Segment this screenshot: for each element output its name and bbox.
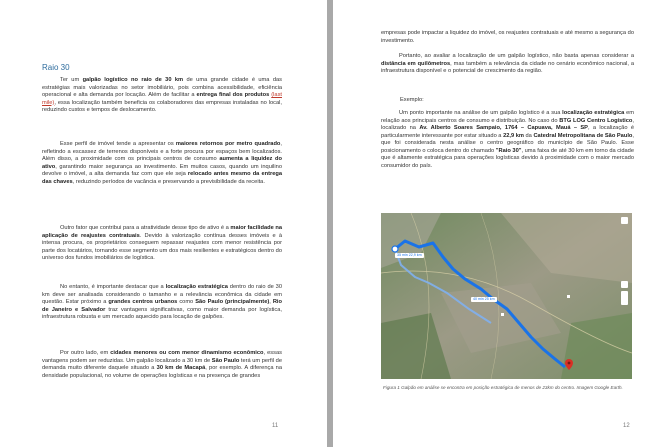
zoom-controls[interactable] bbox=[621, 291, 628, 305]
fullscreen-icon[interactable] bbox=[621, 217, 628, 224]
paragraph-continued: empresas pode impactar a liquidez do imóvel, os reajustes contratuais e até mesmo a segurança do investimento. bbox=[381, 30, 634, 44]
route-time-label-middle: 40 min 25 km bbox=[473, 297, 495, 301]
section-heading: Raio 30 bbox=[42, 63, 70, 72]
paragraph-5: Por outro lado, em cidades menores ou com menor dinamismo econômico, essas vantagens podem ser reduzidas. Um galpão localizado a 30 km de São Paulo terá um perfil de demanda muito diferente daquele situado a 30 km de Macapá, por exemplo. A diferença na densidade populacional, no volume de operações logísticas e na presença de grandes bbox=[42, 350, 283, 379]
route-time-label-top: 35 min 22,9 km bbox=[397, 253, 422, 257]
paragraph-3: Um ponto importante na análise de um galpão logístico é a sua localização estratégica em relação aos principais centros de consumo e distribuição. No caso do BTG LOG Centro Logístico, localizado na Av. Alberto Soares Sampaio, 1764 – Capuava, Mauá – SP, a localização é particularmente interessante por estar situado a 22,9 km da Catedral Metropolitana de São Paulo, que foi considerada nesta análise o centro geográfico do município de São Paulo. Esse posicionamento o coloca dentro do chamado "Raio 30", uma faixa de até 30 km em torno da cidade que é altamente estratégica para operações logísticas devido à proximidade com o maior mercado consumidor do país. bbox=[381, 110, 635, 169]
paragraph-1: Ter um galpão logístico no raio de 30 km de uma grande cidade é uma das estratégias mais valorizadas no setor imobiliário, pois combina acessibilidade, eficiência operacional e alta demanda por locação. Além de facilitar a entrega final dos produtos (last mile), essa localização também beneficia os colaboradores das empresas instaladas no local, reduzindo custos e tempos de deslocamento. bbox=[42, 77, 282, 113]
map-image bbox=[381, 213, 632, 379]
satellite-map bbox=[381, 213, 632, 379]
paragraph-2: Esse perfil de imóvel tende a apresentar os maiores retornos por metro quadrado, refletindo a escassez de terrenos disponíveis e a forte procura por espaços bem localizados. Além disso, a proximidade com os principais centros de consumo aumenta a liquidez do ativo, garantindo maior segurança ao investimento. Em muitos casos, quando um inquilino devolve o imóvel, a alta demanda faz com que ele seja relocado antes mesmo da entrega das chaves, reduzindo períodos de vacância e preservando a previsibilidade da receita. bbox=[42, 141, 282, 185]
page-number: 12 bbox=[623, 423, 630, 429]
example-label: Exemplo: bbox=[400, 97, 424, 103]
left-page bbox=[0, 0, 327, 447]
page-number: 11 bbox=[272, 423, 279, 429]
paragraph-3: Outro fator que contribui para a atratividade desse tipo de ativo é a maior facilidade na aplicação de reajustes contratuais. Devido à valorização contínua desses imóveis e à intensa procura, os proprietários conseguem repassar reajustes com menor resistência por parte dos locatários, tornando esse segmento um dos mais resilientes e estratégicos dentro do universo dos fundos imobiliários de logística. bbox=[42, 225, 282, 261]
paragraph-2: Portanto, ao avaliar a localização de um galpão logístico, não basta apenas considerar a distância em quilômetros, mas também a relevância da cidade no cenário econômico nacional, a infraestrutura disponível e o potencial de crescimento da região. bbox=[381, 53, 634, 74]
paragraph-4: No entanto, é importante destacar que a localização estratégica dentro do raio de 30 km deve ser analisada considerando o tamanho e a relevância econômica da cidade em questão. Estar próximo a grandes centros urbanos como São Paulo (principalmente), Rio de Janeiro e Salvador traz vantagens significativas, como maior demanda por logística, infraestrutura robusta e um mercado aquecido para locação de galpões. bbox=[42, 284, 282, 320]
figure-caption: Figura 1 Galpão em análise se encontra em posição estratégica de menos de 23km do centro. Imagem Google Earth. bbox=[383, 385, 623, 390]
right-page bbox=[333, 0, 660, 447]
pegman-icon[interactable] bbox=[621, 281, 628, 288]
